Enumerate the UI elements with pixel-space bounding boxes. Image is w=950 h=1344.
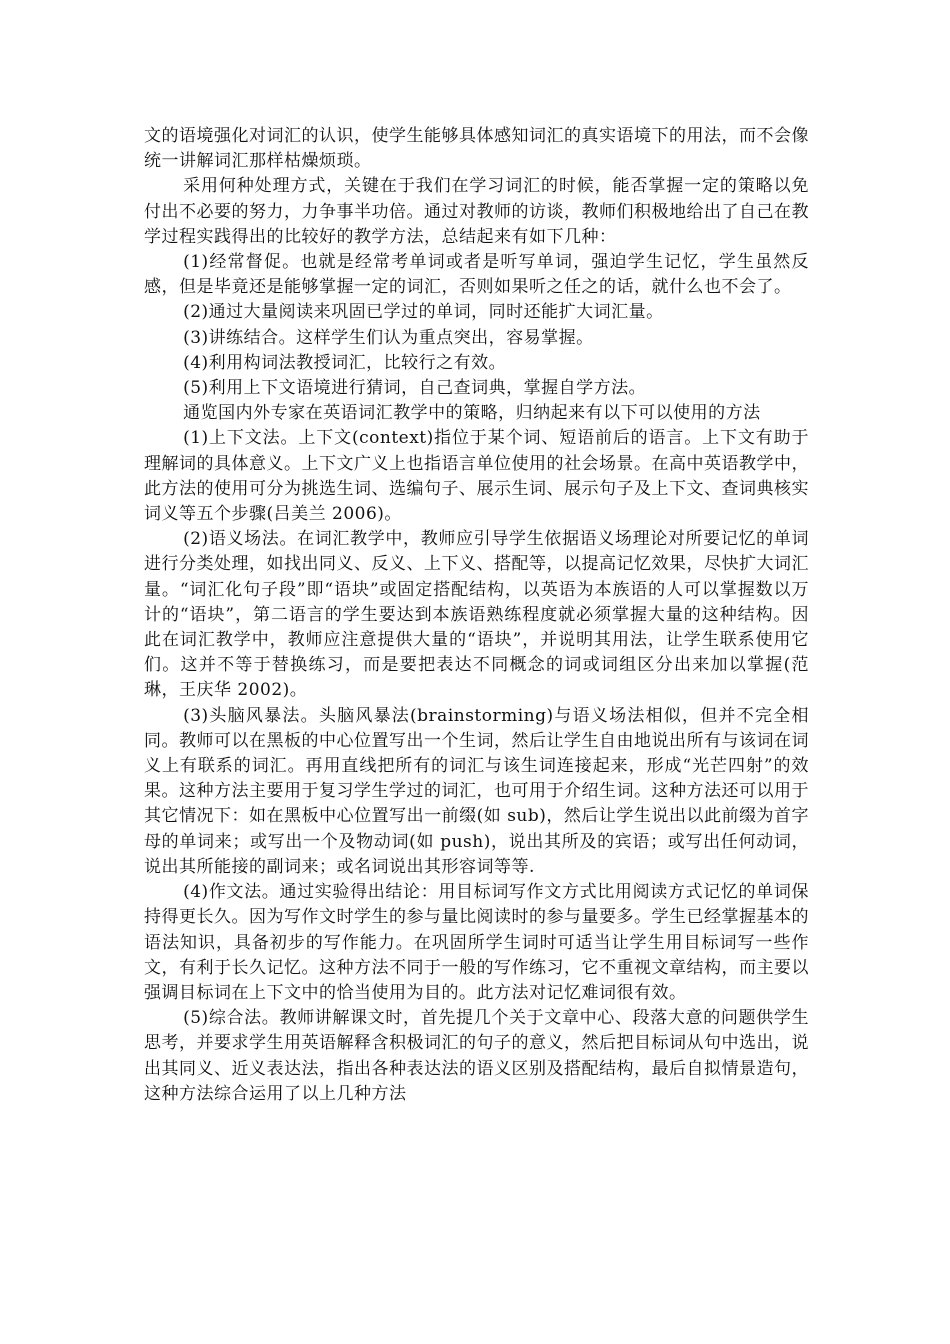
list-item-paragraph: (1)经常督促。也就是经常考单词或者是听写单词，强迫学生记忆，学生虽然反感，但是毕竟还是能够掌握一定的词汇，否则如果听之任之的话，就什么也不会了。 — [144, 252, 809, 298]
method-paragraph: (1)上下文法。上下文(context)指位于某个词、短语前后的语言。上下文有助于理解词的具体意义。上下文广义上也指语言单位使用的社会场景。在高中英语教学中，此方法的使用可分为挑选生词、选编句子、展示生词、展示句子及上下文、查词典核实词义等五个步骤(吕美兰 2006)。 — [144, 428, 809, 525]
list-item-paragraph: (3)讲练结合。这样学生们认为重点突出，容易掌握。 — [183, 327, 594, 348]
method-paragraph: (2)语义场法。在词汇教学中，教师应引导学生依据语义场理论对所要记忆的单词进行分类处理，如找出同义、反义、上下义、搭配等，以提高记忆效果，尽快扩大词汇量。“词汇化句子段”即“语块”或固定搭配结构，以英语为本族语的人可以掌握数以万计的“语块”，第二语言的学生要达到本族语熟练程度就必须掌握大量的这种结构。因此在词汇教学中，教师应注意提供大量的“语块”，并说明其用法，让学生联系使用它们。这并不等于替换练习，而是要把表达不同概念的词或词组区分出来加以掌握(范琳，王庆华 2002)。 — [144, 529, 809, 701]
paragraph: 通览国内外专家在英语词汇教学中的策略，归纳起来有以下可以使用的方法 — [183, 403, 761, 424]
list-item-paragraph: (2)通过大量阅读来巩固已学过的单词，同时还能扩大词汇量。 — [183, 302, 664, 323]
paragraph: 文的语境强化对词汇的认识，使学生能够具体感知词汇的真实语境下的用法，而不会像统一讲解词汇那样枯燥烦琐。 — [144, 126, 809, 172]
method-paragraph: (4)作文法。通过实验得出结论：用目标词写作文方式比用阅读方式记忆的单词保持得更长久。因为写作文时学生的参与量比阅读时的参与量要多。学生已经掌握基本的语法知识，具备初步的写作能力。在巩固所学生词时可适当让学生用目标词写一些作文，有利于长久记忆。这种方法不同于一般的写作练习，它不重视文章结构，而主要以强调目标词在上下文中的恰当使用为目的。此方法对记忆难词很有效。 — [144, 882, 809, 1003]
method-paragraph: (3)头脑风暴法。头脑风暴法(brainstorming)与语义场法相似，但并不完全相同。教师可以在黑板的中心位置写出一个生词，然后让学生自由地说出所有与该词在词义上有联系的词汇。再用直线把所有的词汇与该生词连接起来，形成“光芒四射”的效果。这种方法主要用于复习学生学过的词汇，也可用于介绍生词。这种方法还可以用于其它情况下：如在黑板中心位置写出一前缀(如 sub)，然后让学生说出以此前缀为首字母的单词来；或写出一个及物动词(如 push)，说出其所及的宾语；或写出任何动词，说出其所能接的副词来；或名词说出其形容词等等. — [144, 705, 809, 877]
method-paragraph: (5)综合法。教师讲解课文时，首先提几个关于文章中心、段落大意的问题供学生思考，并要求学生用英语解释含积极词汇的句子的意义，然后把目标词从句中选出，说出其同义、近义表达法，指出各种表达法的语义区别及搭配结构，最后自拟情景造句，这种方法综合运用了以上几种方法 — [144, 1008, 809, 1104]
document-body — [144, 124, 809, 1107]
paragraph: 采用何种处理方式，关键在于我们在学习词汇的时候，能否掌握一定的策略以免付出不必要的努力，力争事半功倍。通过对教师的访谈，教师们积极地给出了自己在教学过程实践得出的比较好的教学方法，总结起来有如下几种： — [144, 176, 809, 247]
list-item-paragraph: (4)利用构词法教授词汇，比较行之有效。 — [183, 352, 507, 373]
list-item-paragraph: (5)利用上下文语境进行猜词，自己查词典，掌握自学方法。 — [183, 378, 647, 399]
